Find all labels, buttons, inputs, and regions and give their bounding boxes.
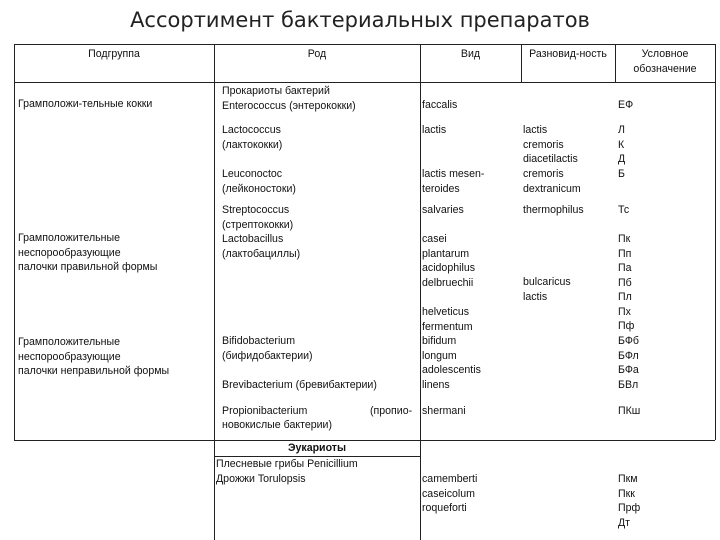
genus-lactococcus: Lactococcus (лактококки): [222, 124, 283, 151]
species-eukaryotes: camemberti caseicolum roqueforti: [422, 473, 478, 514]
code-ef: ЕФ: [618, 99, 634, 111]
genus-streptococcus: Streptococcus (стрептококки): [222, 204, 294, 231]
variety-lactococcus: lactis cremoris diacetilactis: [523, 124, 578, 165]
subgroup-rods-regular: Грамположительные неспорообразующие палочки правильной формы: [18, 232, 158, 273]
variety-lactobacillus: bulcaricus lactis: [523, 276, 571, 303]
codes-eukaryotes: Пкм Пкк Прф Дт: [618, 473, 641, 529]
subgroup-rods-irregular: Грамположительные неспорообразующие палочки неправильной формы: [18, 336, 170, 377]
header-designation: Условное обозначение: [633, 48, 697, 75]
variety-thermophilus: thermophilus: [523, 204, 584, 216]
codes-lactococcus: Л К Д Б: [618, 124, 626, 180]
species-bifidobacterium: bifidum longum adolescentis: [422, 335, 481, 376]
genus-enterococcus: Прокариоты бактерий Enterococcus (энтерококки): [222, 85, 356, 112]
genus-propionibacterium: Propionibacterium: [222, 405, 308, 417]
subgroup-cocci: Грамположи-тельные кокки: [18, 98, 153, 110]
code-ts: Тс: [618, 204, 630, 216]
genus-propionibacterium-part: (пропио-: [370, 405, 413, 417]
codes-lactobacillus: Пк Пп Па Пб Пл Пх Пф: [618, 233, 635, 332]
code-bvl: БВл: [618, 379, 639, 391]
genus-propionibacterium-desc: новокислые бактерии): [222, 419, 332, 431]
species-mesenteroides: lactis mesen- teroides: [422, 168, 485, 195]
variety-leuconostoc: cremoris dextranicum: [523, 168, 581, 195]
genus-eukaryotes: Плесневые грибы Penicillium Дрожжи Torulopsis: [216, 458, 358, 485]
genus-bifidobacterium: Bifidobacterium (бифидобактерии): [222, 335, 313, 362]
page-title: Ассортимент бактериальных препаратов: [130, 8, 590, 32]
section-eukaryotes: Эукариоты: [287, 442, 347, 454]
code-pksh: ПКш: [618, 405, 641, 417]
species-shermani: shermanі: [422, 405, 466, 417]
header-subgroup: Подгруппа: [88, 48, 140, 60]
genus-brevibacterium: Brevibacterium (бревибактерии): [222, 379, 377, 391]
species-salvaries: salvaries: [422, 204, 464, 216]
header-species: Вид: [460, 48, 481, 60]
header-genus: Род: [307, 48, 327, 60]
genus-leuconostoc: Leuconoctoc (лейконостоки): [222, 168, 296, 195]
species-lactis: lactis: [422, 124, 447, 136]
codes-bifidobacterium: БФб БФл БФа: [618, 335, 639, 376]
species-lactobacillus: casei plantarum acidophilus delbruechii: [422, 233, 476, 289]
genus-lactobacillus: Lactobacillus (лактобациллы): [222, 233, 301, 260]
species-lactobacillus-2: helveticus fermentum: [422, 306, 473, 333]
species-faccalis: faccalis: [422, 99, 458, 111]
header-variety: Разновид-ность: [529, 48, 607, 60]
species-linens: linens: [422, 379, 450, 391]
